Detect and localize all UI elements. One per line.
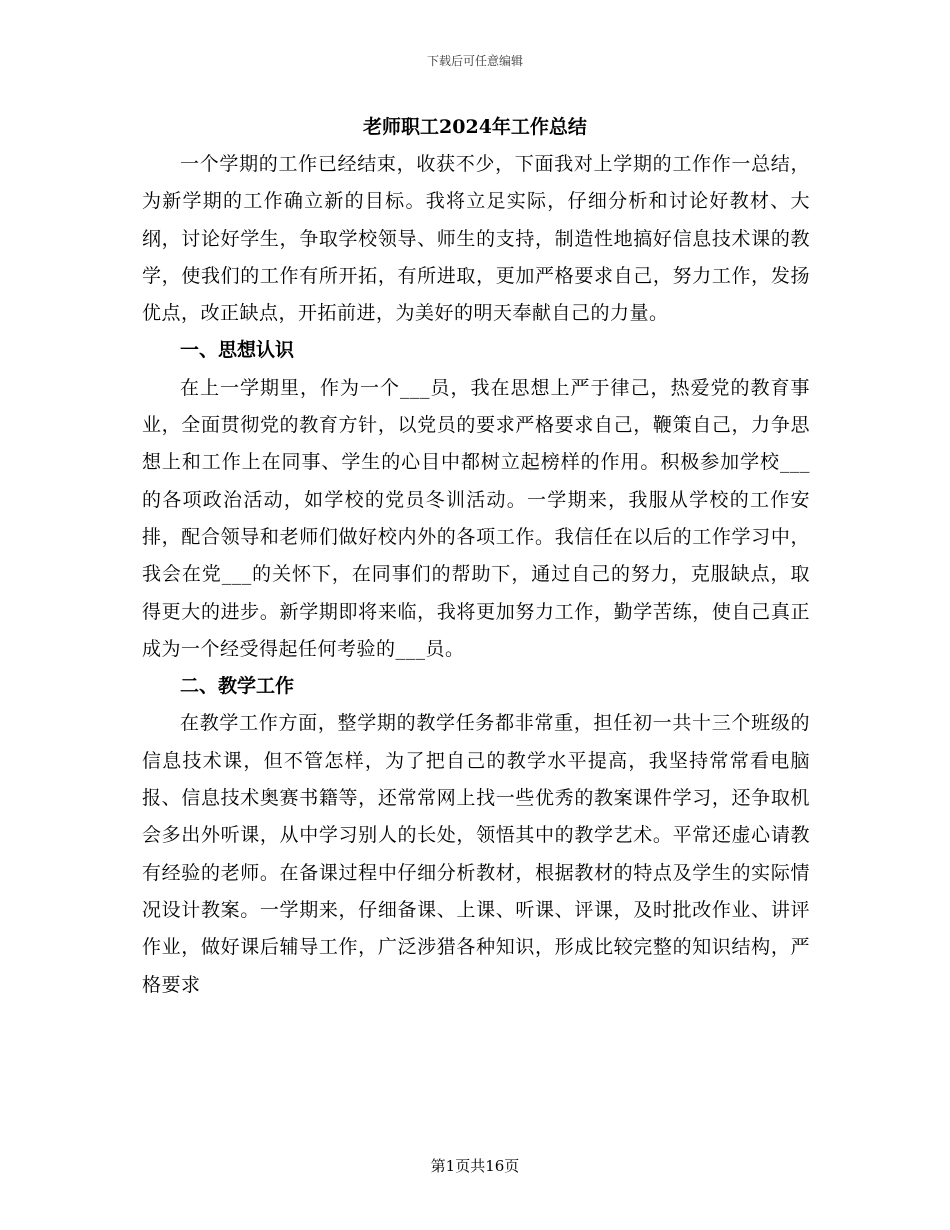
intro-paragraph: 一个学期的工作已经结束，收获不少，下面我对上学期的工作作一总结，为新学期的工作确立新的目标。我将立足实际，仔细分析和讨论好教材、大纲，讨论好学生，争取学校领导、师生的支持，制造性地搞好信息技术课的教学，使我们的工作有所开拓，有所进取，更加严格要求自己，努力工作，发扬优点，改正缺点，开拓前进，为美好的明天奉献自己的力量。	[142, 153, 810, 325]
page-number-footer: 第1页共16页	[430, 1157, 520, 1175]
document-body	[142, 146, 810, 1004]
section-heading-teaching: 二、教学工作	[180, 675, 295, 698]
section-heading-thought: 一、思想认识	[180, 339, 295, 362]
header-note: 下载后可任意编辑	[426, 54, 523, 68]
section-paragraph-teaching: 在教学工作方面，整学期的教学任务都非常重，担任初一共十三个班级的信息技术课，但不管怎样，为了把自己的教学水平提高，我坚持常常看电脑报、信息技术奥赛书籍等，还常常网上找一些优秀的教案课件学习，还争取机会多出外听课，从中学习别人的长处，领悟其中的教学艺术。平常还虚心请教有经验的老师。在备课过程中仔细分析教材，根据教材的特点及学生的实际情况设计教案。一学期来，仔细备课、上课、听课、评课，及时批改作业、讲评作业，做好课后辅导工作，广泛涉猎各种知识，形成比较完整的知识结构，严格要求	[142, 712, 810, 996]
document-title: 老师职工2024年工作总结	[363, 116, 587, 138]
section-paragraph-thought: 在上一学期里，作为一个___员，我在思想上严于律己，热爱党的教育事业，全面贯彻党的教育方针，以党员的要求严格要求自己，鞭策自己，力争思想上和工作上在同事、学生的心目中都树立起榜样的作用。积极参加学校___的各项政治活动，如学校的党员冬训活动。一学期来，我服从学校的工作安排，配合领导和老师们做好校内外的各项工作。我信任在以后的工作学习中，我会在党___的关怀下，在同事们的帮助下，通过自己的努力，克服缺点，取得更大的进步。新学期即将来临，我将更加努力工作，勤学苦练，使自己真正成为一个经受得起任何考验的___员。	[142, 376, 810, 660]
